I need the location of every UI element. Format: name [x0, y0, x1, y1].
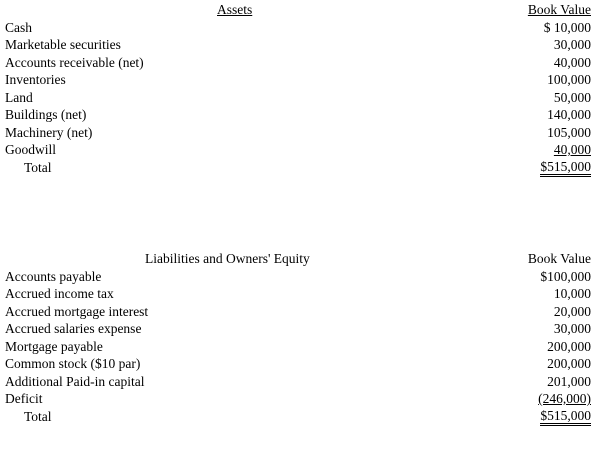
asset-row-land — [0, 89, 600, 107]
assets-header-row — [0, 1, 600, 19]
asset-value: 140,000 — [547, 107, 591, 122]
liability-value: (246,000) — [538, 391, 591, 406]
liability-row-accounts-payable — [0, 268, 600, 286]
asset-row-machinery — [0, 124, 600, 142]
asset-row-accounts-receivable — [0, 54, 600, 72]
asset-total-label: Total — [24, 159, 52, 175]
asset-value: 50,000 — [553, 89, 591, 105]
assets-book-value-heading: Book Value — [527, 2, 591, 17]
asset-value: 105,000 — [547, 124, 591, 140]
liability-value: 201,000 — [547, 373, 591, 389]
liability-row-accrued-mortgage-interest — [0, 303, 600, 321]
asset-label: Land — [5, 89, 33, 105]
liability-label: Accrued income tax — [5, 286, 114, 301]
liability-label: Mortgage payable — [5, 338, 103, 354]
liability-label: Common stock ($10 par) — [5, 356, 141, 371]
liability-row-mortgage-payable — [0, 338, 600, 356]
asset-label: Inventories — [5, 72, 66, 87]
liability-label: Accrued salaries expense — [5, 321, 142, 336]
asset-label: Buildings (net) — [5, 107, 87, 122]
asset-label: Machinery (net) — [5, 124, 93, 140]
liabilities-heading: Liabilities and Owners' Equity — [145, 251, 310, 266]
liabilities-header-row — [0, 250, 600, 268]
liability-label: Accounts payable — [5, 268, 102, 284]
asset-label: Marketable securities — [5, 37, 121, 52]
liability-row-accrued-salaries — [0, 320, 600, 338]
liability-label: Deficit — [5, 391, 43, 406]
asset-row-inventories — [0, 71, 600, 89]
liability-label: Additional Paid-in capital — [5, 373, 145, 389]
liability-row-deficit — [0, 390, 600, 408]
assets-heading: Assets — [217, 2, 253, 17]
liability-value: 30,000 — [553, 321, 591, 336]
asset-value: 40,000 — [553, 142, 591, 157]
liability-value: 20,000 — [553, 303, 591, 319]
asset-total-value: $515,000 — [540, 159, 591, 177]
asset-row-marketable-securities — [0, 36, 600, 54]
liability-total-value: $515,000 — [540, 408, 591, 426]
asset-label: Accounts receivable (net) — [5, 54, 144, 70]
asset-row-buildings — [0, 106, 600, 124]
asset-row-total — [0, 159, 600, 177]
asset-row-goodwill — [0, 141, 600, 159]
liability-row-additional-paid-in-capital — [0, 373, 600, 391]
asset-value: 100,000 — [547, 72, 591, 87]
liability-value: 200,000 — [547, 356, 591, 371]
asset-label: Cash — [5, 19, 32, 35]
liability-row-common-stock — [0, 355, 600, 373]
liability-label: Accrued mortgage interest — [5, 303, 149, 319]
liability-value: $100,000 — [540, 268, 591, 284]
asset-value: $ 10,000 — [543, 19, 591, 35]
asset-label: Goodwill — [5, 142, 57, 157]
liability-row-accrued-income-tax — [0, 285, 600, 303]
asset-value: 40,000 — [553, 54, 591, 70]
liability-total-label: Total — [24, 408, 52, 424]
liabilities-section — [0, 250, 600, 425]
liability-value: 200,000 — [547, 338, 591, 354]
liability-row-total — [0, 408, 600, 426]
asset-row-cash — [0, 19, 600, 37]
asset-value: 30,000 — [553, 37, 591, 52]
liabilities-book-value-heading: Book Value — [527, 251, 591, 266]
liability-value: 10,000 — [553, 286, 591, 301]
assets-section — [0, 1, 600, 176]
